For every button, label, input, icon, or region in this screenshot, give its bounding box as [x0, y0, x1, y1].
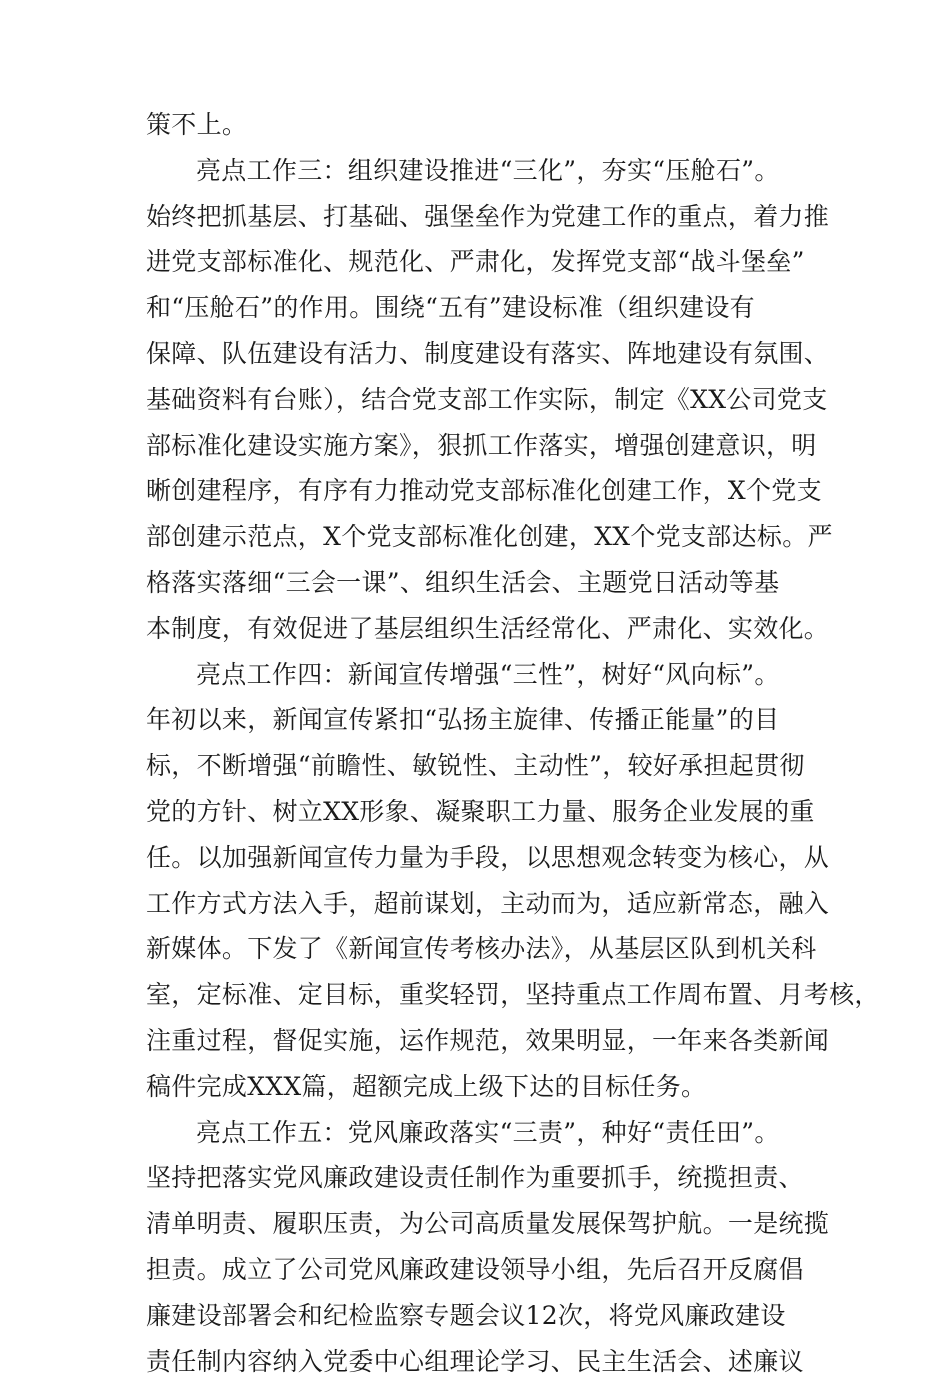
text-line: 基础资料有台账），结合党支部工作实际，制定《XX公司党支	[146, 384, 828, 414]
document-body	[146, 102, 880, 1384]
text-line: 年初以来，新闻宣传紧扣“弘扬主旋律、传播正能量”的目	[146, 705, 780, 735]
text-line: 责任制内容纳入党委中心组理论学习、民主生活会、述廉议	[146, 1346, 804, 1376]
text-line: 新媒体。下发了《新闻宣传考核办法》，从基层区队到机关科	[146, 934, 817, 964]
text-line: 廉建设部署会和纪检监察专题会议12次，将党风廉政建设	[146, 1300, 786, 1330]
text-line: 注重过程，督促实施，运作规范，效果明显，一年来各类新闻	[146, 1025, 830, 1055]
section-heading-four: 亮点工作四：新闻宣传增强“三性”，树好“风向标”。	[196, 659, 780, 689]
text-line: 稿件完成XXX篇，超额完成上级下达的目标任务。	[146, 1071, 707, 1101]
text-line: 和“压舱石”的作用。围绕“五有”建设标准（组织建设有	[146, 293, 755, 323]
text-line: 工作方式方法入手，超前谋划，主动而为，适应新常态，融入	[146, 888, 830, 918]
text-line: 部创建示范点，X个党支部标准化创建，XX个党支部达标。严	[146, 522, 833, 552]
text-line: 晰创建程序，有序有力推动党支部标准化创建工作，X个党支	[146, 476, 822, 506]
section-heading-three: 亮点工作三：组织建设推进“三化”，夯实“压舱石”。	[196, 155, 780, 185]
text-line: 本制度，有效促进了基层组织生活经常化、严肃化、实效化。	[146, 613, 830, 643]
text-line: 清单明责、履职压责，为公司高质量发展保驾护航。一是统揽	[146, 1209, 830, 1239]
text-line: 策不上。	[146, 110, 248, 139]
section-heading-five: 亮点工作五：党风廉政落实“三责”，种好“责任田”。	[196, 1117, 780, 1147]
text-line: 进党支部标准化、规范化、严肃化，发挥党支部“战斗堡垒”	[146, 247, 805, 277]
text-line: 始终把抓基层、打基础、强堡垒作为党建工作的重点，着力推	[146, 201, 830, 231]
text-line: 室，定标准、定目标，重奖轻罚，坚持重点工作周布置、月考核，	[146, 980, 880, 1010]
text-line: 保障、队伍建设有活力、制度建设有落实、阵地建设有氛围、	[146, 338, 830, 368]
text-line: 部标准化建设实施方案》，狠抓工作落实，增强创建意识，明	[146, 430, 817, 460]
text-line: 任。以加强新闻宣传力量为手段，以思想观念转变为核心，从	[146, 842, 830, 872]
text-line: 坚持把落实党风廉政建设责任制作为重要抓手，统揽担责、	[146, 1163, 804, 1193]
text-line: 担责。成立了公司党风廉政建设领导小组，先后召开反腐倡	[146, 1254, 804, 1284]
text-line: 格落实落细“三会一课”、组织生活会、主题党日活动等基	[146, 567, 780, 597]
text-line: 标，不断增强“前瞻性、敏锐性、主动性”，较好承担起贯彻	[146, 751, 805, 781]
text-line: 党的方针、树立XX形象、凝聚职工力量、服务企业发展的重	[146, 796, 815, 826]
